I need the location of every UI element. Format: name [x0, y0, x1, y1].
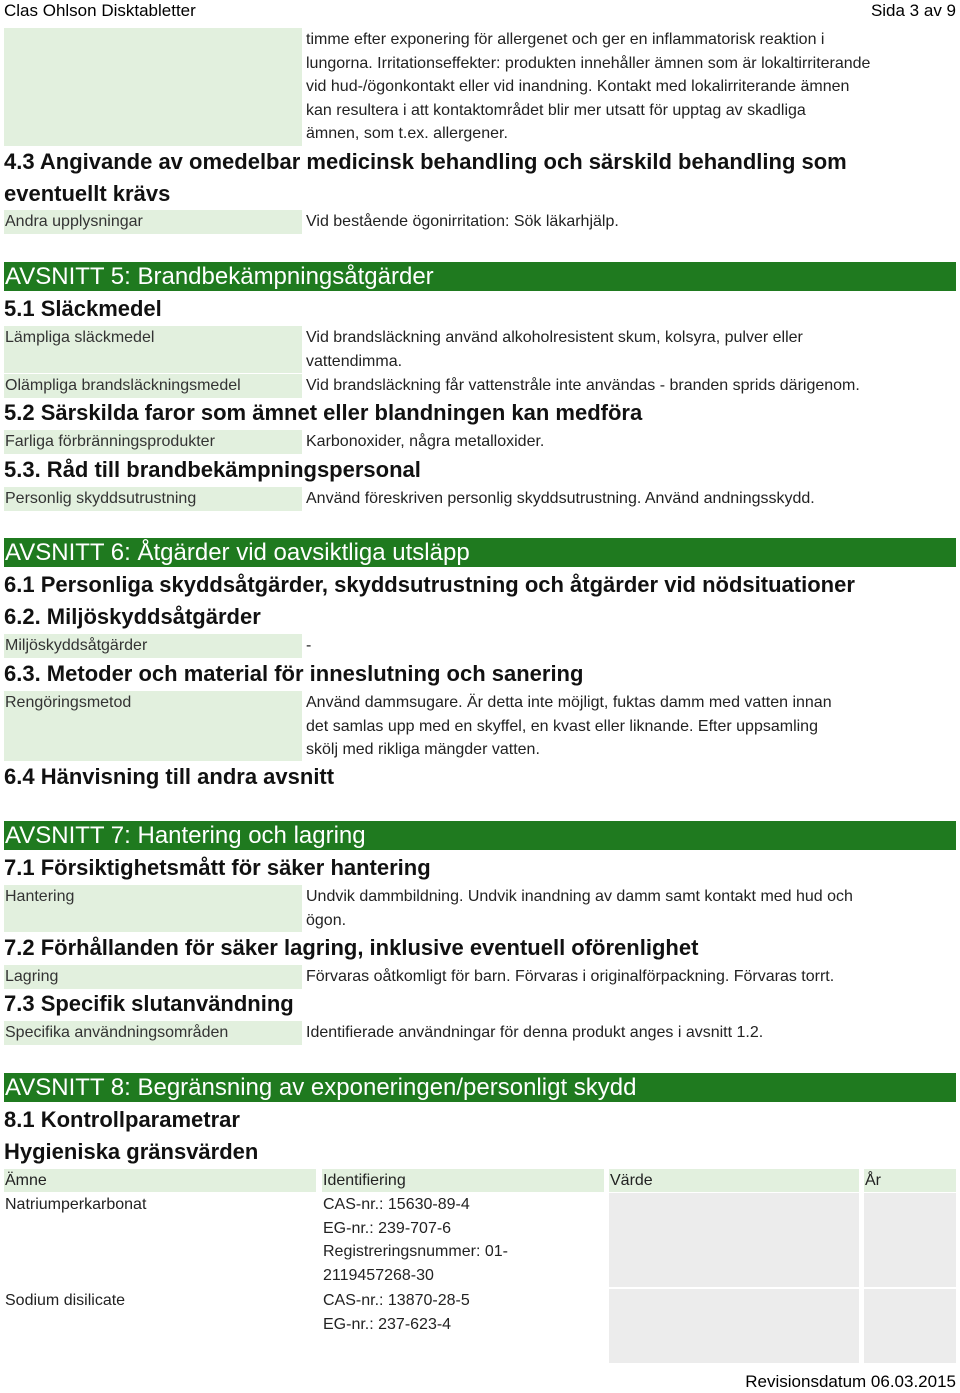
document-title: Clas Ohlson Disktabletter [4, 1, 196, 20]
heading-8-1: 8.1 Kontrollparametrar [4, 1107, 240, 1132]
label-rengoringsmetod: Rengöringsmetod [4, 691, 302, 761]
value-rengoringsmetod: Använd dammsugare. Är detta inte möjligt, fuktas damm med vatten innan det samlas upp med en skyffel, en kvast eller liknande. Efter uppsamling skölj med rikliga mängder vatten. [306, 694, 832, 758]
heading-5-1: 5.1 Släckmedel [4, 296, 162, 321]
cell-value [609, 1289, 859, 1363]
section-6-bar: AVSNITT 6: Åtgärder vid oavsiktliga utsläpp [4, 538, 956, 567]
row-hantering [4, 885, 956, 932]
label-farliga-forbranningsprodukter: Farliga förbränningsprodukter [4, 430, 302, 454]
cell-year [864, 1193, 956, 1287]
row-olampliga-brandslackningsmedel [4, 374, 956, 398]
cell-value [609, 1193, 859, 1287]
value-olampliga-brandslackningsmedel: Vid brandsläckning får vattenstråle inte användas - branden sprids därigenom. [306, 377, 860, 394]
heading-6-3: 6.3. Metoder och material för inneslutning och sanering [4, 661, 584, 686]
intro-value: timme efter exponering för allergenet och ger en inflammatorisk reaktion i lungorna. Irritationseffekter: produkten innehåller ämnen som är lokaltirriterande vid hud-/ögonkontakt eller vid inandning. Kontakt med lokalirriterande ämnen kan resultera i att kontaktområdet blir mer utsatt för upptag av skadliga ämnen, som t.ex. allergener. [306, 31, 871, 142]
value-specifika-anvandningsomraden: Identifierade användningar för denna produkt anges i avsnitt 1.2. [306, 1024, 764, 1041]
page-number: Sida 3 av 9 [870, 1, 956, 20]
row-miljoskyddsatgarder [4, 634, 956, 658]
cell-year [864, 1289, 956, 1363]
value-farliga-forbranningsprodukter: Karbonoxider, några metalloxider. [306, 433, 545, 450]
section-8-bar: AVSNITT 8: Begränsning av exponeringen/personligt skydd [4, 1073, 956, 1102]
intro-label-cell [4, 28, 302, 146]
value-lagring: Förvaras oåtkomligt för barn. Förvaras i originalförpackning. Förvaras torrt. [306, 968, 835, 985]
row-lampliga-slackmedel [4, 326, 956, 373]
table-row [4, 1289, 956, 1363]
value-personlig-skyddsutrustning: Använd föreskriven personlig skyddsutrustning. Använd andningsskydd. [306, 490, 815, 507]
row-specifika-anvandningsomraden [4, 1021, 956, 1045]
row-andra-upplysningar [4, 210, 956, 234]
value-miljoskyddsatgarder: - [306, 637, 312, 654]
revision-date: Revisionsdatum 06.03.2015 [745, 1372, 956, 1391]
heading-6-4: 6.4 Hänvisning till andra avsnitt [4, 764, 335, 789]
row-farliga-forbranningsprodukter [4, 430, 956, 454]
heading-4-3-line1: 4.3 Angivande av omedelbar medicinsk behandling och särskild behandling som [4, 149, 847, 174]
limits-table-header [4, 1169, 956, 1192]
intro-continuation-row [4, 28, 956, 146]
label-lampliga-slackmedel: Lämpliga släckmedel [4, 326, 302, 373]
cell-identification: CAS-nr.: 15630-89-4 EG-nr.: 239-707-6 Registreringsnummer: 01- 2119457268-30 [323, 1196, 508, 1284]
label-specifika-anvandningsomraden: Specifika användningsområden [4, 1021, 302, 1045]
section-5-bar: AVSNITT 5: Brandbekämpningsåtgärder [4, 262, 956, 291]
page-header [4, 0, 956, 22]
col-header-ar: År [864, 1169, 956, 1192]
label-lagring: Lagring [4, 965, 302, 989]
label-olampliga-brandslackningsmedel: Olämpliga brandsläckningsmedel [4, 374, 302, 398]
section-7-bar: AVSNITT 7: Hantering och lagring [4, 821, 956, 850]
col-header-varde: Värde [609, 1169, 859, 1192]
cell-identification: CAS-nr.: 13870-28-5 EG-nr.: 237-623-4 [323, 1292, 470, 1333]
col-header-amne: Ämne [4, 1169, 316, 1192]
heading-6-2: 6.2. Miljöskyddsåtgärder [4, 604, 261, 629]
heading-5-2: 5.2 Särskilda faror som ämnet eller blandningen kan medföra [4, 400, 643, 425]
cell-substance: Natriumperkarbonat [5, 1196, 147, 1213]
label-andra-upplysningar: Andra upplysningar [4, 210, 302, 234]
heading-6-1: 6.1 Personliga skyddsåtgärder, skyddsutrustning och åtgärder vid nödsituationer [4, 572, 855, 597]
cell-substance: Sodium disilicate [5, 1292, 126, 1309]
value-lampliga-slackmedel: Vid brandsläckning använd alkoholresistent skum, kolsyra, pulver eller vattendimma. [306, 329, 803, 370]
row-rengoringsmetod [4, 691, 956, 761]
row-personlig-skyddsutrustning [4, 487, 956, 511]
value-hantering: Undvik dammbildning. Undvik inandning av damm samt kontakt med hud och ögon. [306, 888, 853, 929]
row-lagring [4, 965, 956, 989]
heading-hygieniska-gransvarden: Hygieniska gränsvärden [4, 1139, 259, 1164]
heading-7-3: 7.3 Specifik slutanvändning [4, 991, 294, 1016]
value-andra-upplysningar: Vid bestående ögonirritation: Sök läkarhjälp. [306, 213, 619, 230]
table-row [4, 1193, 956, 1287]
heading-4-3-line2: eventuellt krävs [4, 181, 171, 206]
col-header-identifiering: Identifiering [322, 1169, 604, 1192]
label-personlig-skyddsutrustning: Personlig skyddsutrustning [4, 487, 302, 511]
label-miljoskyddsatgarder: Miljöskyddsåtgärder [4, 634, 302, 658]
heading-7-2: 7.2 Förhållanden för säker lagring, inklusive eventuell oförenlighet [4, 935, 699, 960]
label-hantering: Hantering [4, 885, 302, 932]
heading-5-3: 5.3. Råd till brandbekämpningspersonal [4, 457, 421, 482]
heading-7-1: 7.1 Försiktighetsmått för säker hantering [4, 855, 431, 880]
